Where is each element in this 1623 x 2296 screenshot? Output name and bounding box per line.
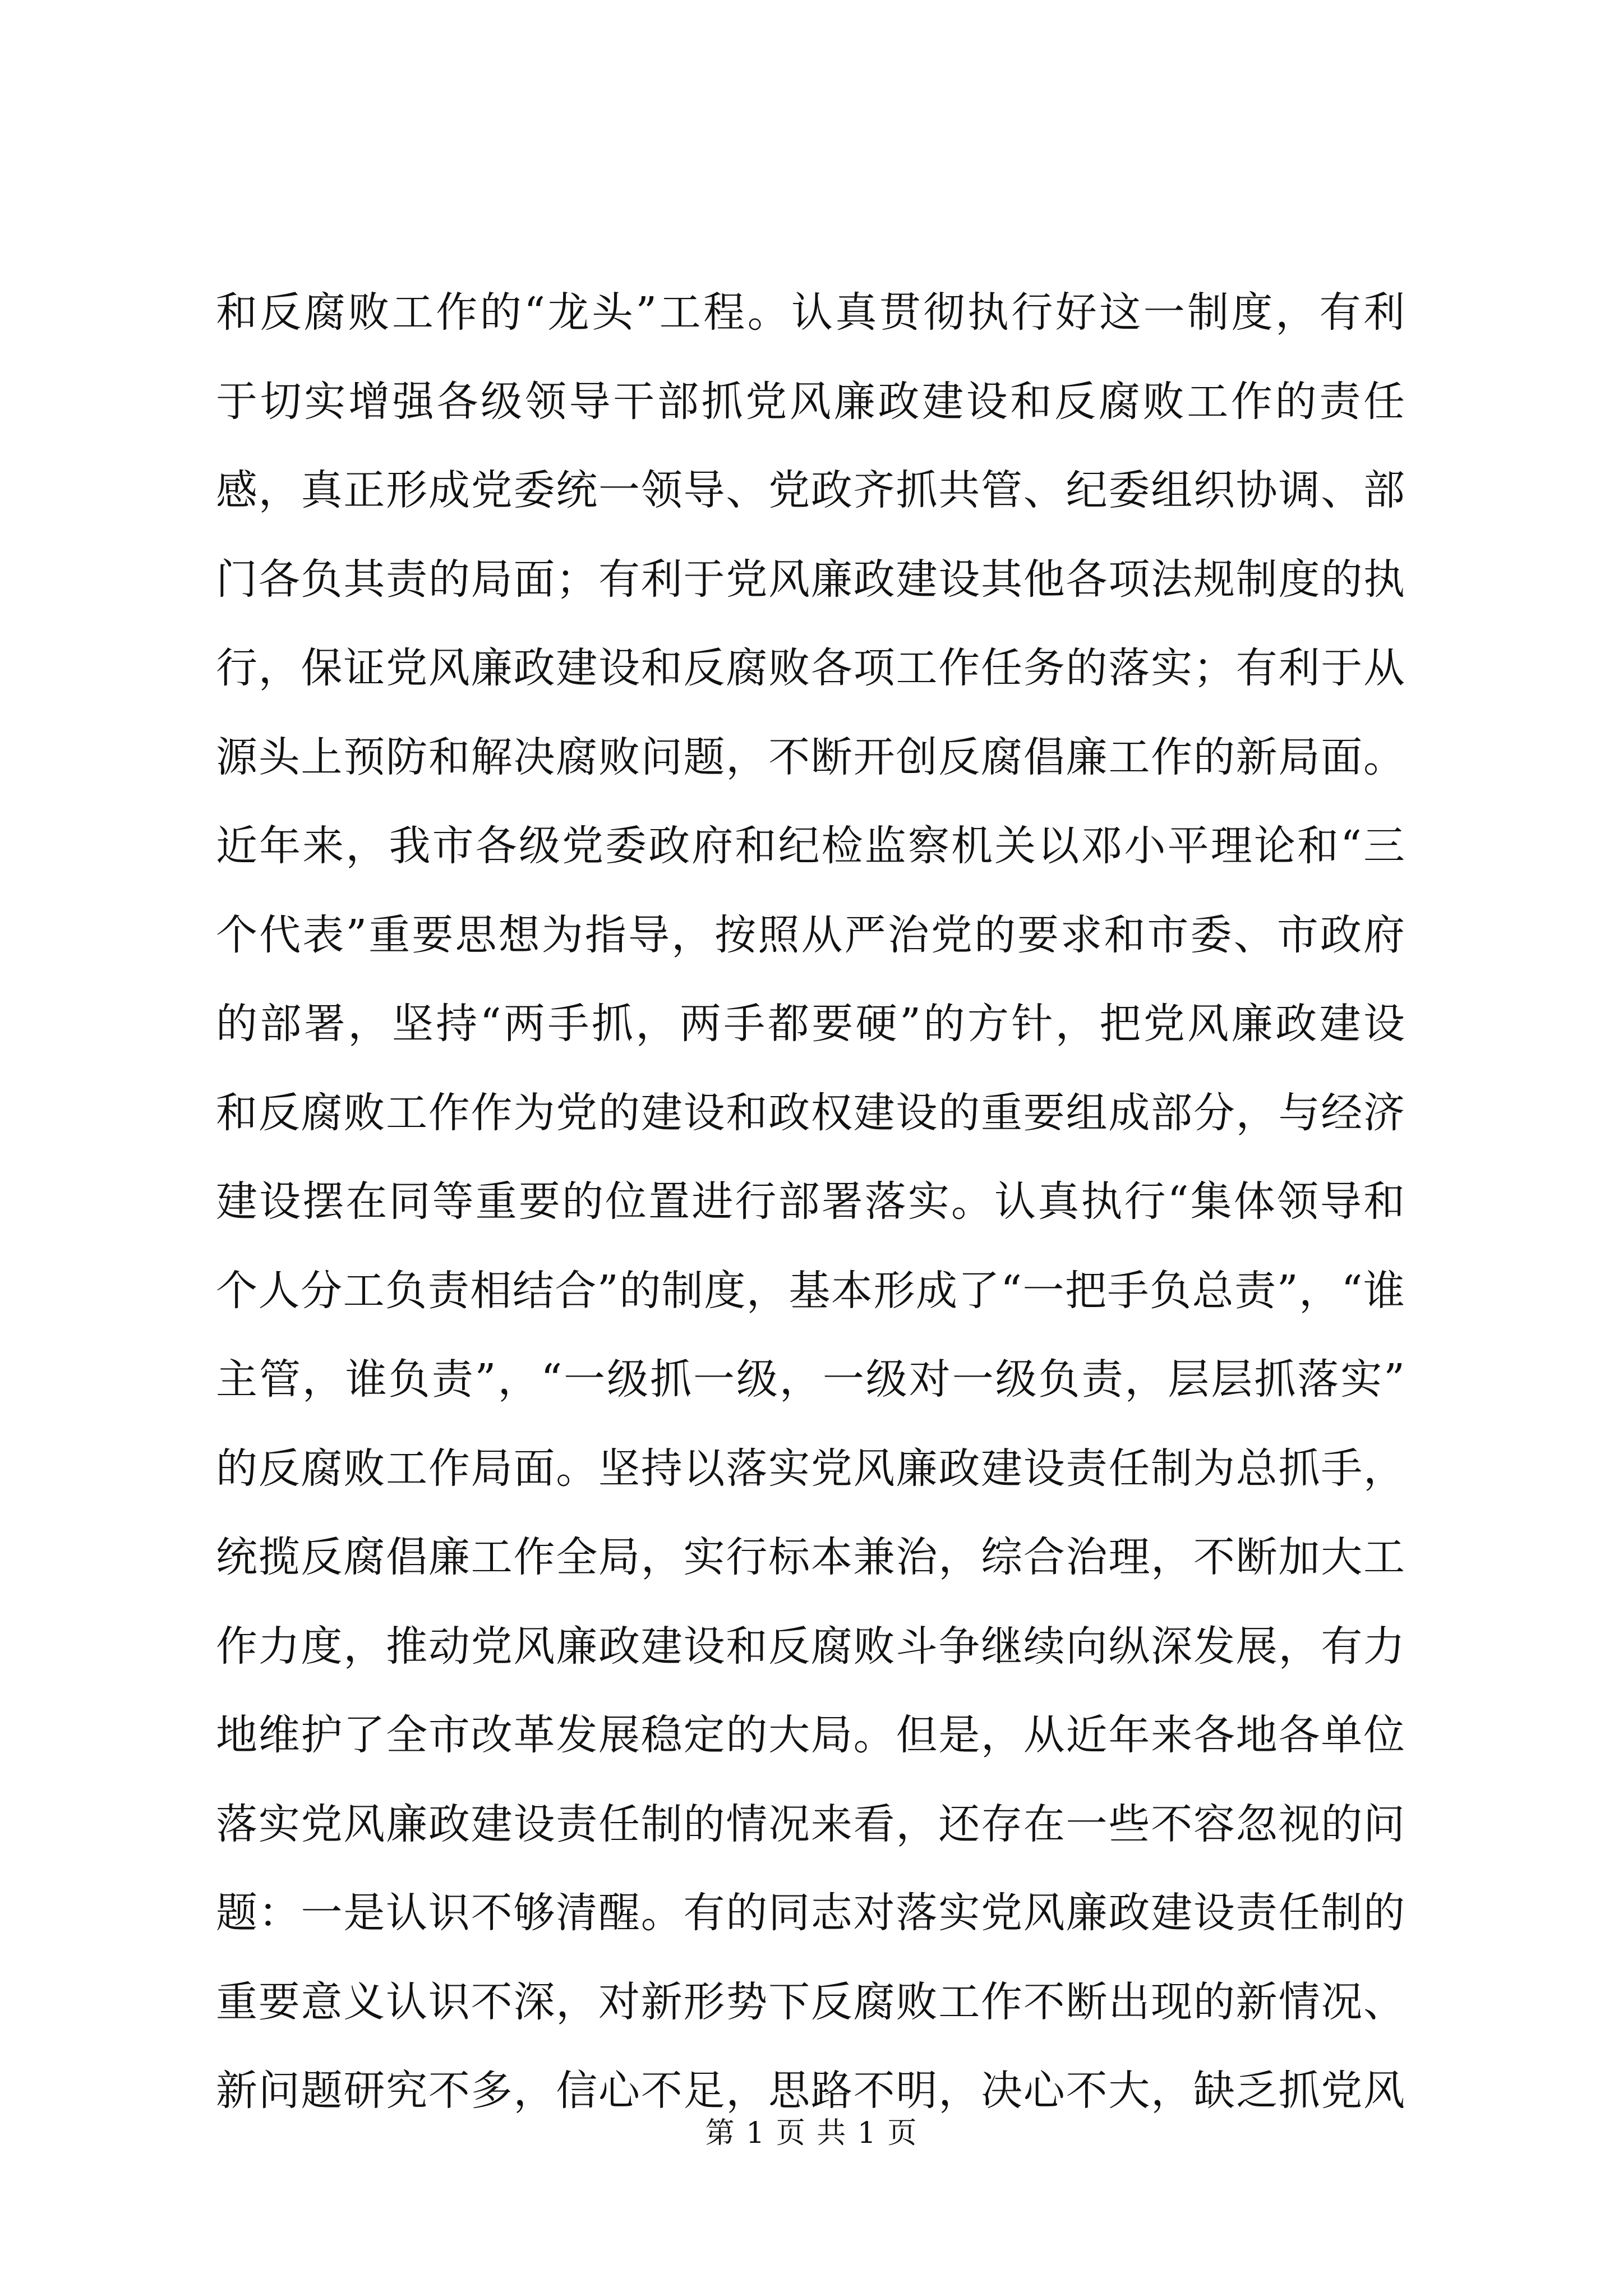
text-line: 的反腐败工作局面。坚持以落实党风廉政建设责任制为总抓手， — [216, 1444, 1405, 1493]
text-line: 和反腐败工作的“龙头”工程。认真贯彻执行好这一制度，有利 — [216, 288, 1405, 337]
page-footer: 第 1 页 共 1 页 — [705, 2116, 918, 2150]
text-line: 重要意义认识不深，对新形势下反腐败工作不断出现的新情况、 — [216, 1977, 1405, 2026]
body-text — [216, 268, 1405, 2136]
text-line: 主管，谁负责”，“一级抓一级，一级对一级负责，层层抓落实” — [216, 1355, 1405, 1404]
text-line: 新问题研究不多，信心不足，思路不明，决心不大，缺乏抓党风 — [216, 2067, 1405, 2115]
text-line: 门各负其责的局面；有利于党风廉政建设其他各项法规制度的执 — [216, 555, 1405, 604]
text-line: 于切实增强各级领导干部抓党风廉政建设和反腐败工作的责任 — [216, 377, 1405, 426]
text-line: 行，保证党风廉政建设和反腐败各项工作任务的落实；有利于从 — [216, 644, 1405, 692]
text-line: 个代表”重要思想为指导，按照从严治党的要求和市委、市政府 — [216, 910, 1405, 959]
text-line: 近年来，我市各级党委政府和纪检监察机关以邓小平理论和“三 — [216, 822, 1405, 870]
text-line: 的部署，坚持“两手抓，两手都要硬”的方针，把党风廉政建设 — [216, 1000, 1405, 1048]
text-line: 建设摆在同等重要的位置进行部署落实。认真执行“集体领导和 — [216, 1177, 1405, 1226]
text-line: 作力度，推动党风廉政建设和反腐败斗争继续向纵深发展，有力 — [216, 1622, 1405, 1671]
text-line: 源头上预防和解决腐败问题，不断开创反腐倡廉工作的新局面。 — [216, 733, 1405, 781]
text-line: 个人分工负责相结合”的制度，基本形成了“一把手负总责”，“谁 — [216, 1266, 1405, 1315]
text-line: 感，真正形成党委统一领导、党政齐抓共管、纪委组织协调、部 — [216, 466, 1405, 514]
text-line: 地维护了全市改革发展稳定的大局。但是，从近年来各地各单位 — [216, 1711, 1405, 1759]
text-line: 和反腐败工作作为党的建设和政权建设的重要组成部分，与经济 — [216, 1088, 1405, 1137]
text-line: 题：一是认识不够清醒。有的同志对落实党风廉政建设责任制的 — [216, 1889, 1405, 1937]
text-line: 统揽反腐倡廉工作全局，实行标本兼治，综合治理，不断加大工 — [216, 1533, 1405, 1581]
text-line: 落实党风廉政建设责任制的情况来看，还存在一些不容忽视的问 — [216, 1800, 1405, 1848]
